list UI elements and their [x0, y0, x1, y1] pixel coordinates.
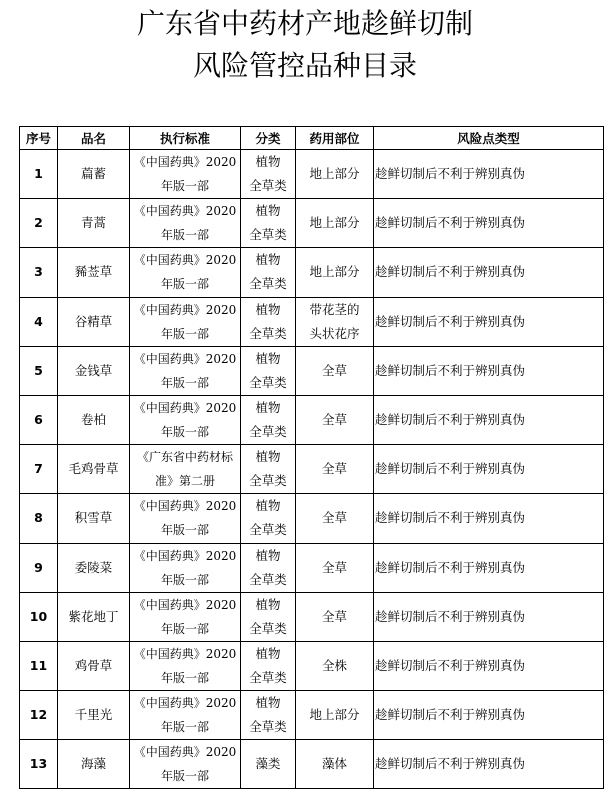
cell-category-line: 植物 — [255, 301, 281, 317]
cell-category-line: 植物 — [255, 498, 281, 514]
cell-category — [241, 592, 296, 641]
cell-product-name: 卷柏 — [58, 395, 130, 444]
cell-category-line: 全草类 — [249, 522, 287, 538]
cell-standard-line: 年版一部 — [160, 277, 209, 292]
cell-risk-type: 趁鲜切制后不利于辨别真伪 — [374, 445, 604, 494]
risk-catalog-table — [19, 126, 604, 789]
table-row — [20, 199, 604, 248]
cell-category-line: 全草类 — [249, 571, 287, 587]
cell-standard-line: 年版一部 — [160, 670, 209, 685]
cell-product-name: 萹蓄 — [58, 150, 130, 199]
table-row — [20, 150, 604, 199]
cell-medicinal-part — [296, 346, 374, 395]
cell-product-name: 海藻 — [58, 740, 130, 789]
cell-serial-no: 4 — [20, 297, 58, 346]
cell-medicinal-part-line: 地上部分 — [309, 707, 360, 723]
cell-standard — [130, 740, 241, 789]
table-row — [20, 641, 604, 690]
cell-category-line: 植物 — [255, 596, 281, 612]
cell-category-line: 全草类 — [249, 325, 287, 341]
table-row — [20, 494, 604, 543]
cell-category-line: 全草类 — [249, 620, 287, 636]
cell-product-name: 青蒿 — [58, 199, 130, 248]
cell-standard-line: 《中国药典》2020 — [133, 302, 237, 317]
cell-standard — [130, 445, 241, 494]
table-row — [20, 346, 604, 395]
cell-risk-type: 趁鲜切制后不利于辨别真伪 — [374, 691, 604, 740]
cell-category-line: 植物 — [255, 252, 281, 268]
table-row — [20, 543, 604, 592]
cell-category — [241, 494, 296, 543]
cell-category-line: 全草类 — [249, 424, 287, 440]
cell-category-line: 全草类 — [249, 374, 287, 390]
cell-serial-no: 1 — [20, 150, 58, 199]
header-serial-no: 序号 — [20, 127, 58, 150]
cell-risk-type: 趁鲜切制后不利于辨别真伪 — [374, 641, 604, 690]
cell-product-name: 千里光 — [58, 691, 130, 740]
cell-medicinal-part — [296, 641, 374, 690]
cell-category — [241, 445, 296, 494]
cell-category — [241, 740, 296, 789]
cell-product-name: 谷精草 — [58, 297, 130, 346]
cell-category — [241, 543, 296, 592]
cell-medicinal-part — [296, 150, 374, 199]
cell-standard-line: 年版一部 — [160, 769, 209, 784]
cell-category-line: 全草类 — [249, 227, 287, 243]
header-standard: 执行标准 — [130, 127, 241, 150]
table-row — [20, 740, 604, 789]
header-row — [20, 127, 604, 150]
cell-standard — [130, 543, 241, 592]
cell-category — [241, 297, 296, 346]
table-row — [20, 445, 604, 494]
cell-category — [241, 150, 296, 199]
cell-category — [241, 641, 296, 690]
cell-risk-type: 趁鲜切制后不利于辨别真伪 — [374, 395, 604, 444]
cell-standard-line: 《广东省中药材标 — [136, 450, 233, 465]
cell-risk-type: 趁鲜切制后不利于辨别真伪 — [374, 248, 604, 297]
cell-standard — [130, 199, 241, 248]
cell-serial-no: 5 — [20, 346, 58, 395]
cell-standard-line: 准》第二册 — [154, 474, 215, 489]
cell-category — [241, 199, 296, 248]
cell-medicinal-part-line: 地上部分 — [309, 215, 360, 231]
table-header — [20, 127, 604, 150]
cell-standard-line: 年版一部 — [160, 228, 209, 243]
cell-medicinal-part — [296, 543, 374, 592]
cell-serial-no: 2 — [20, 199, 58, 248]
cell-standard-line: 年版一部 — [160, 572, 209, 587]
cell-category-line: 植物 — [255, 547, 281, 563]
cell-medicinal-part-line: 全草 — [321, 362, 347, 378]
cell-category-line: 全草类 — [249, 276, 287, 292]
document-title-line1: 广东省中药材产地趁鲜切制 — [136, 7, 473, 40]
cell-product-name: 毛鸡骨草 — [58, 445, 130, 494]
header-risk-type: 风险点类型 — [374, 127, 604, 150]
cell-serial-no: 7 — [20, 445, 58, 494]
cell-category-line: 植物 — [255, 203, 281, 219]
cell-medicinal-part — [296, 445, 374, 494]
cell-medicinal-part-line: 地上部分 — [309, 264, 360, 280]
cell-medicinal-part-line: 全株 — [321, 657, 347, 673]
cell-risk-type: 趁鲜切制后不利于辨别真伪 — [374, 592, 604, 641]
cell-medicinal-part — [296, 248, 374, 297]
cell-category-line: 植物 — [255, 154, 281, 170]
cell-medicinal-part-line: 地上部分 — [309, 166, 360, 182]
cell-standard-line: 《中国药典》2020 — [133, 696, 237, 711]
cell-standard-line: 《中国药典》2020 — [133, 646, 237, 661]
cell-medicinal-part — [296, 592, 374, 641]
cell-medicinal-part — [296, 297, 374, 346]
cell-serial-no: 10 — [20, 592, 58, 641]
cell-standard-line: 《中国药典》2020 — [133, 499, 237, 514]
cell-serial-no: 8 — [20, 494, 58, 543]
cell-medicinal-part-line: 全草 — [321, 608, 347, 624]
cell-standard-line: 《中国药典》2020 — [133, 597, 237, 612]
cell-category-line: 植物 — [255, 645, 281, 661]
header-category: 分类 — [241, 127, 296, 150]
cell-category-line: 全草类 — [249, 669, 287, 685]
cell-medicinal-part — [296, 691, 374, 740]
table-body — [20, 150, 604, 789]
cell-standard-line: 年版一部 — [160, 720, 209, 735]
cell-standard-line: 《中国药典》2020 — [133, 351, 237, 366]
cell-standard-line: 《中国药典》2020 — [133, 401, 237, 416]
cell-medicinal-part-line: 带花茎的 — [309, 301, 360, 317]
cell-standard-line: 《中国药典》2020 — [133, 548, 237, 563]
cell-serial-no: 3 — [20, 248, 58, 297]
document-title-line2: 风险管控品种目录 — [192, 49, 417, 82]
cell-standard — [130, 592, 241, 641]
cell-standard — [130, 641, 241, 690]
cell-category — [241, 395, 296, 444]
cell-product-name: 鸡骨草 — [58, 641, 130, 690]
cell-product-name: 金钱草 — [58, 346, 130, 395]
cell-standard-line: 《中国药典》2020 — [133, 204, 237, 219]
table-row — [20, 395, 604, 444]
cell-medicinal-part-line: 头状花序 — [309, 325, 360, 341]
cell-risk-type: 趁鲜切制后不利于辨别真伪 — [374, 494, 604, 543]
cell-category-line: 全草类 — [249, 473, 287, 489]
cell-category-line: 全草类 — [249, 178, 287, 194]
cell-medicinal-part — [296, 494, 374, 543]
cell-serial-no: 9 — [20, 543, 58, 592]
table-row — [20, 248, 604, 297]
cell-category-line: 植物 — [255, 695, 281, 711]
cell-medicinal-part-line: 全草 — [321, 510, 347, 526]
table-row — [20, 592, 604, 641]
cell-medicinal-part — [296, 395, 374, 444]
header-medicinal-part: 药用部位 — [296, 127, 374, 150]
cell-category-line: 植物 — [255, 350, 281, 366]
cell-serial-no: 6 — [20, 395, 58, 444]
cell-category-line: 植物 — [255, 449, 281, 465]
cell-standard — [130, 346, 241, 395]
cell-risk-type: 趁鲜切制后不利于辨别真伪 — [374, 543, 604, 592]
cell-serial-no: 12 — [20, 691, 58, 740]
cell-standard-line: 年版一部 — [160, 621, 209, 636]
cell-standard-line: 《中国药典》2020 — [133, 253, 237, 268]
cell-medicinal-part-line: 藻体 — [321, 756, 347, 772]
cell-medicinal-part — [296, 740, 374, 789]
cell-product-name: 豨莶草 — [58, 248, 130, 297]
cell-serial-no: 13 — [20, 740, 58, 789]
cell-standard — [130, 494, 241, 543]
cell-serial-no: 11 — [20, 641, 58, 690]
table-row — [20, 297, 604, 346]
cell-standard-line: 年版一部 — [160, 179, 209, 194]
cell-standard-line: 《中国药典》2020 — [133, 155, 237, 170]
cell-risk-type: 趁鲜切制后不利于辨别真伪 — [374, 199, 604, 248]
cell-product-name: 紫花地丁 — [58, 592, 130, 641]
cell-medicinal-part — [296, 199, 374, 248]
cell-standard — [130, 297, 241, 346]
cell-standard-line: 《中国药典》2020 — [133, 745, 237, 760]
cell-category — [241, 248, 296, 297]
cell-standard-line: 年版一部 — [160, 523, 209, 538]
cell-category-line: 藻类 — [255, 756, 281, 772]
cell-category — [241, 346, 296, 395]
cell-risk-type: 趁鲜切制后不利于辨别真伪 — [374, 150, 604, 199]
cell-standard — [130, 150, 241, 199]
cell-standard-line: 年版一部 — [160, 425, 209, 440]
cell-risk-type: 趁鲜切制后不利于辨别真伪 — [374, 297, 604, 346]
cell-medicinal-part-line: 全草 — [321, 461, 347, 477]
cell-risk-type: 趁鲜切制后不利于辨别真伪 — [374, 346, 604, 395]
cell-product-name: 委陵菜 — [58, 543, 130, 592]
table-row — [20, 691, 604, 740]
cell-medicinal-part-line: 全草 — [321, 559, 347, 575]
cell-standard — [130, 395, 241, 444]
cell-risk-type: 趁鲜切制后不利于辨别真伪 — [374, 740, 604, 789]
cell-product-name: 积雪草 — [58, 494, 130, 543]
cell-standard-line: 年版一部 — [160, 326, 209, 341]
cell-standard — [130, 248, 241, 297]
cell-medicinal-part-line: 全草 — [321, 412, 347, 428]
cell-standard-line: 年版一部 — [160, 375, 209, 390]
cell-category-line: 植物 — [255, 400, 281, 416]
cell-category — [241, 691, 296, 740]
cell-category-line: 全草类 — [249, 719, 287, 735]
header-product-name: 品名 — [58, 127, 130, 150]
cell-standard — [130, 691, 241, 740]
